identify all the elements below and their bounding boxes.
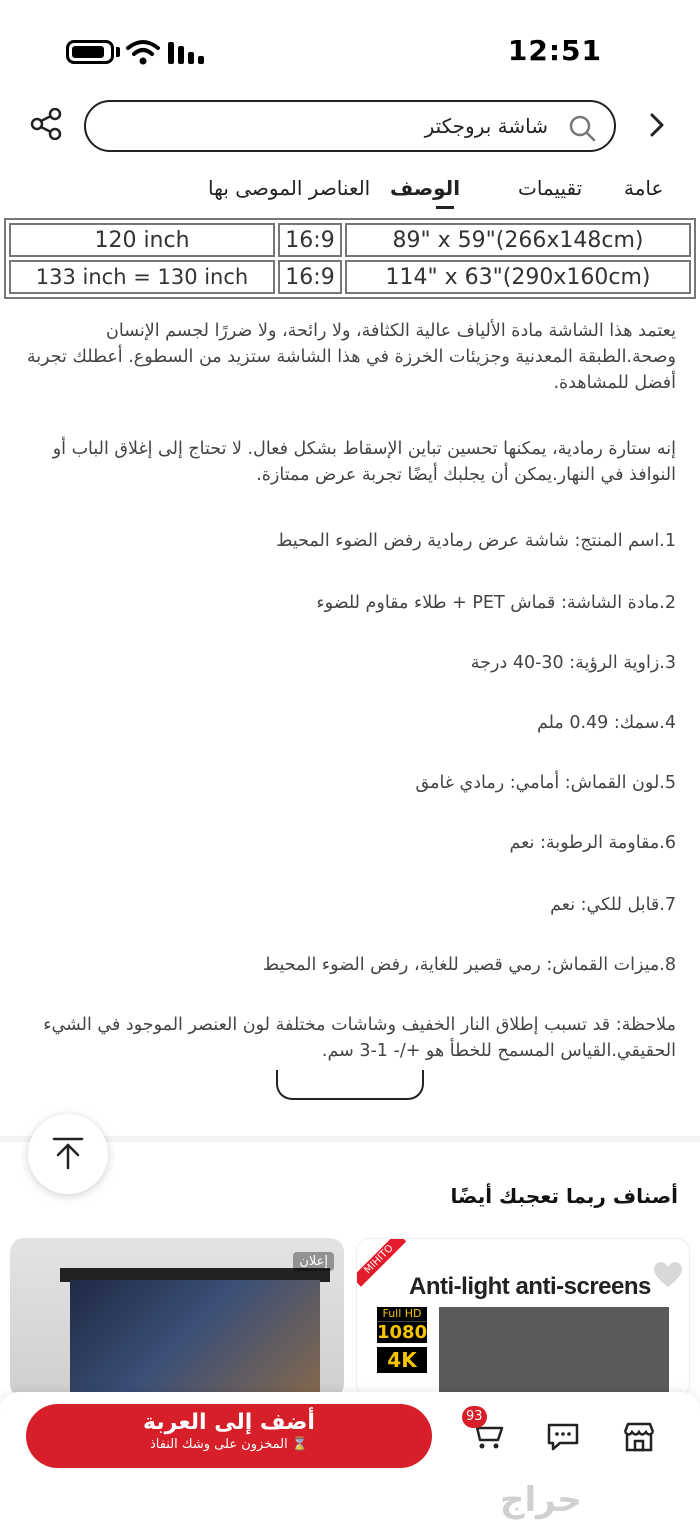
spec-item: 6.مقاومة الرطوبة: نعم — [509, 833, 676, 853]
share-icon[interactable] — [30, 108, 62, 140]
table-row — [9, 223, 691, 257]
spec-item: 2.مادة الشاشة: قماش PET + طلاء مقاوم للضوء — [316, 593, 676, 613]
spec-item: 4.سمك: 0.49 ملم — [536, 713, 676, 733]
search-row — [0, 98, 700, 154]
search-icon — [568, 114, 596, 142]
spec-item: 5.لون القماش: أمامي: رمادي غامق — [415, 773, 676, 793]
cart-count-badge: 93 — [462, 1406, 487, 1428]
table-row — [9, 260, 691, 294]
tab-description[interactable]: الوصف — [390, 176, 461, 200]
show-more-button[interactable] — [276, 1070, 424, 1100]
signal-icon — [168, 40, 206, 64]
product-card[interactable] — [10, 1238, 344, 1398]
battery-icon — [66, 40, 114, 64]
product-image — [70, 1280, 320, 1398]
battery-tip — [116, 47, 120, 57]
chat-icon[interactable] — [546, 1422, 580, 1452]
table-cell-size: 120 inch — [9, 223, 275, 257]
recommend-section-title: أصناف ربما تعجبك أيضًا — [450, 1184, 678, 1208]
heart-icon[interactable] — [653, 1261, 683, 1289]
search-query: شاشة بروجكتر — [424, 114, 548, 138]
spec-item: 3.زاوية الرؤية: 30-40 درجة — [470, 653, 676, 673]
table-cell-size: 133 inch = 130 inch — [9, 260, 275, 294]
ad-badge: إعلان — [293, 1252, 334, 1271]
badge-full-hd: Full HD — [377, 1307, 427, 1321]
table-cell-ratio: 16:9 — [278, 260, 342, 294]
spec-item: 8.ميزات القماش: رمي قصير للغاية، رفض الضوء المحيط — [262, 955, 676, 975]
tab-reviews[interactable]: تقييمات — [518, 176, 583, 200]
watermark-logo: حراج — [500, 1480, 582, 1520]
product-tabs — [0, 172, 700, 216]
description-paragraph: يعتمد هذا الشاشة مادة الألياف عالية الكثافة، ولا رائحة، ولا ضررًا لجسم الإنسان وصحة.الطبقة المعدنية وجزيئات الخرزة في هذا الشاشة ستزيد من السطوع. أعطلك تجربة أفضل للمشاهدة. — [26, 321, 676, 393]
tab-general[interactable]: عامة — [624, 176, 664, 200]
note-text: ملاحظة: قد تسبب إطلاق النار الخفيف وشاشات مختلفة لون العنصر الموجود في الشيء الحقيقي.القياس المسمح للخطأ هو +/- 1-3 سم. — [43, 1015, 676, 1061]
description-paragraph: إنه ستارة رمادية، يمكنها تحسين تباين الإسقاط بشكل فعال. لا تحتاج إلى إغلاق الباب أو النوافذ في النهار.يمكن أن يجلبك أيضًا تجربة عرض ممتازة. — [52, 439, 676, 485]
wifi-icon — [126, 38, 160, 66]
badge-1080: 1080 — [377, 1322, 428, 1343]
badge-4k: 4K — [377, 1347, 427, 1373]
search-input[interactable] — [84, 100, 616, 152]
table-cell-ratio: 16:9 — [278, 223, 342, 257]
brand-ribbon — [357, 1239, 417, 1299]
add-to-cart-label: أضف إلى العربة — [143, 1410, 315, 1435]
arrow-up-icon — [52, 1136, 84, 1170]
table-cell-dims: 89" x 59"(266x148cm) — [345, 223, 691, 257]
chevron-right-icon[interactable] — [646, 112, 668, 138]
add-to-cart-button[interactable] — [26, 1404, 432, 1468]
tab-recommended[interactable]: العناصر الموصى بها — [208, 176, 371, 200]
brand-label: MIHITO — [357, 1239, 406, 1287]
table-cell-dims: 114" x 63"(290x160cm) — [345, 260, 691, 294]
spec-table — [4, 218, 696, 299]
store-icon[interactable] — [622, 1422, 656, 1452]
resolution-badges — [377, 1307, 427, 1373]
status-bar — [0, 0, 700, 100]
bottom-action-bar — [0, 1392, 700, 1522]
spec-item: 7.قابل للكي: نعم — [550, 895, 676, 915]
status-time: 12:51 — [507, 34, 602, 67]
product-image — [439, 1307, 669, 1398]
active-tab-indicator — [436, 206, 454, 209]
scroll-to-top-button[interactable] — [28, 1114, 108, 1194]
product-card[interactable] — [356, 1238, 690, 1398]
product-image-caption: Anti-light anti-screens — [409, 1273, 651, 1300]
spec-item: 1.اسم المنتج: شاشة عرض رمادية رفض الضوء المحيط — [276, 531, 676, 551]
stock-note: ⌛ المخزون على وشك النفاذ — [149, 1437, 309, 1452]
